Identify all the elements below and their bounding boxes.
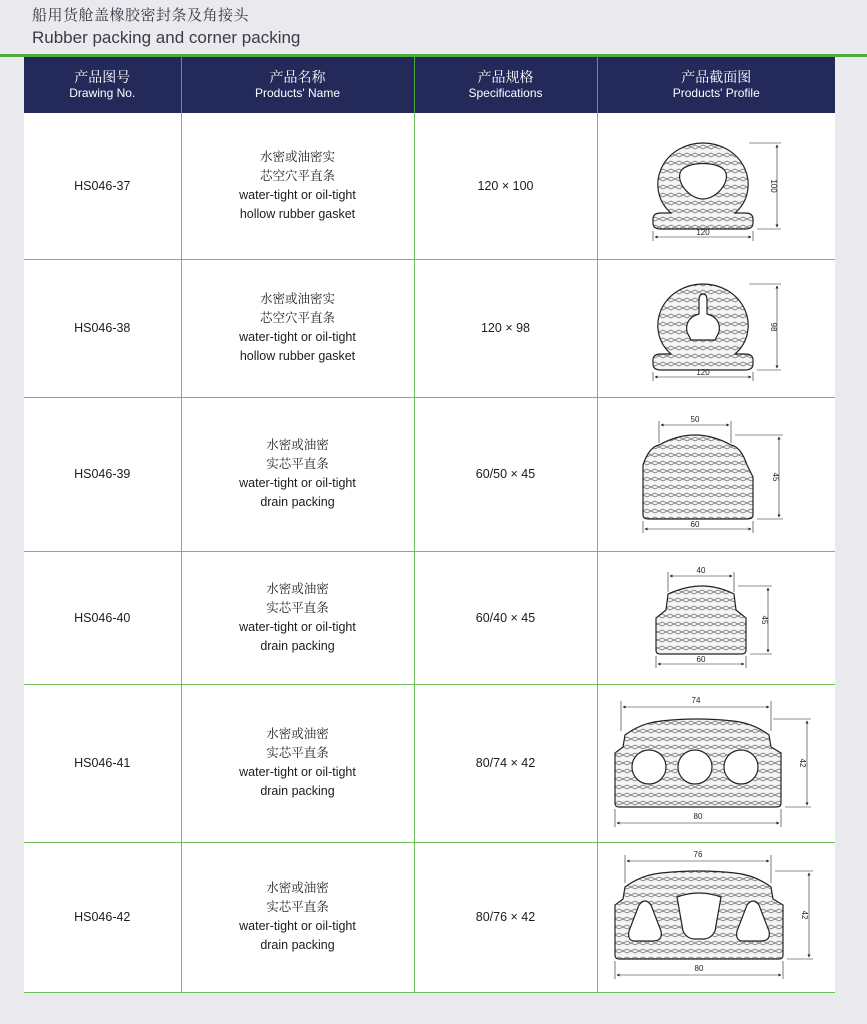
product-table: [24, 57, 835, 993]
drawing-number: HS046-37: [24, 113, 181, 259]
profile-dim-height: 42: [798, 758, 808, 767]
product-name: 水密或油密实 芯空穴平直条 water-tight or oil-tight hollow rubber gasket: [181, 259, 414, 397]
three-hole-profile-drawing: [611, 691, 821, 836]
table-row: [24, 113, 835, 259]
drawing-number: HS046-42: [24, 842, 181, 992]
product-name: 水密或油密 实芯平直条 water-tight or oil-tight drain packing: [181, 397, 414, 551]
product-specification: 60/50 × 45: [414, 397, 597, 551]
drawing-number: HS046-41: [24, 684, 181, 842]
three-shaped-hole-profile-drawing: [611, 847, 821, 987]
profile-dim-top: 74: [691, 695, 701, 705]
hollow-gasket-keyhole-profile-drawing: [631, 276, 801, 381]
product-name: 水密或油密 实芯平直条 water-tight or oil-tight drain packing: [181, 842, 414, 992]
table-row: [24, 397, 835, 551]
column-header-drawing-no: 产品图号 Drawing No.: [24, 57, 181, 113]
profile-drawing: [597, 397, 835, 551]
profile-dim-width: 120: [696, 367, 710, 377]
product-name: 水密或油密 实芯平直条 water-tight or oil-tight drain packing: [181, 684, 414, 842]
profile-dim-top: 76: [693, 850, 703, 859]
product-specification: 80/74 × 42: [414, 684, 597, 842]
profile-drawing: [597, 551, 835, 684]
product-specification: 60/40 × 45: [414, 551, 597, 684]
product-specification: 80/76 × 42: [414, 842, 597, 992]
profile-drawing: [597, 113, 835, 259]
solid-trapezoid-profile-drawing: [631, 407, 801, 542]
table-row: [24, 842, 835, 992]
table-row: [24, 259, 835, 397]
profile-dim-top: 50: [690, 414, 700, 424]
drawing-number: HS046-38: [24, 259, 181, 397]
page-title-chinese: 船用货舱盖橡胶密封条及角接头: [32, 7, 250, 24]
hollow-gasket-profile-drawing: [631, 131, 801, 241]
column-header-products-name: 产品名称 Products' Name: [181, 57, 414, 113]
profile-dim-height: 42: [800, 910, 810, 920]
profile-dim-height: 45: [771, 472, 781, 481]
profile-dim-height: 100: [769, 179, 779, 193]
profile-drawing: [597, 842, 835, 992]
drawing-number: HS046-39: [24, 397, 181, 551]
product-specification: 120 × 100: [414, 113, 597, 259]
product-specification: 120 × 98: [414, 259, 597, 397]
profile-dim-bottom: 60: [696, 655, 706, 664]
profile-dim-width: 120: [696, 227, 710, 237]
table-row: [24, 684, 835, 842]
profile-dim-bottom: 80: [693, 811, 703, 821]
profile-dim-bottom: 80: [694, 964, 704, 973]
column-header-products-profile: 产品截面图 Products' Profile: [597, 57, 835, 113]
profile-drawing: [597, 259, 835, 397]
solid-narrow-trapezoid-profile-drawing: [646, 560, 786, 675]
table-row: [24, 551, 835, 684]
product-name: 水密或油密实 芯空穴平直条 water-tight or oil-tight hollow rubber gasket: [181, 113, 414, 259]
column-header-specifications: 产品规格 Specifications: [414, 57, 597, 113]
drawing-number: HS046-40: [24, 551, 181, 684]
table-header-row: [24, 57, 835, 113]
page-title-english: Rubber packing and corner packing: [32, 28, 301, 47]
profile-dim-bottom: 60: [690, 519, 700, 529]
profile-dim-height: 98: [769, 322, 779, 331]
profile-dim-height: 45: [760, 615, 770, 625]
product-name: 水密或油密 实芯平直条 water-tight or oil-tight drain packing: [181, 551, 414, 684]
profile-dim-top: 40: [696, 566, 706, 575]
profile-drawing: [597, 684, 835, 842]
